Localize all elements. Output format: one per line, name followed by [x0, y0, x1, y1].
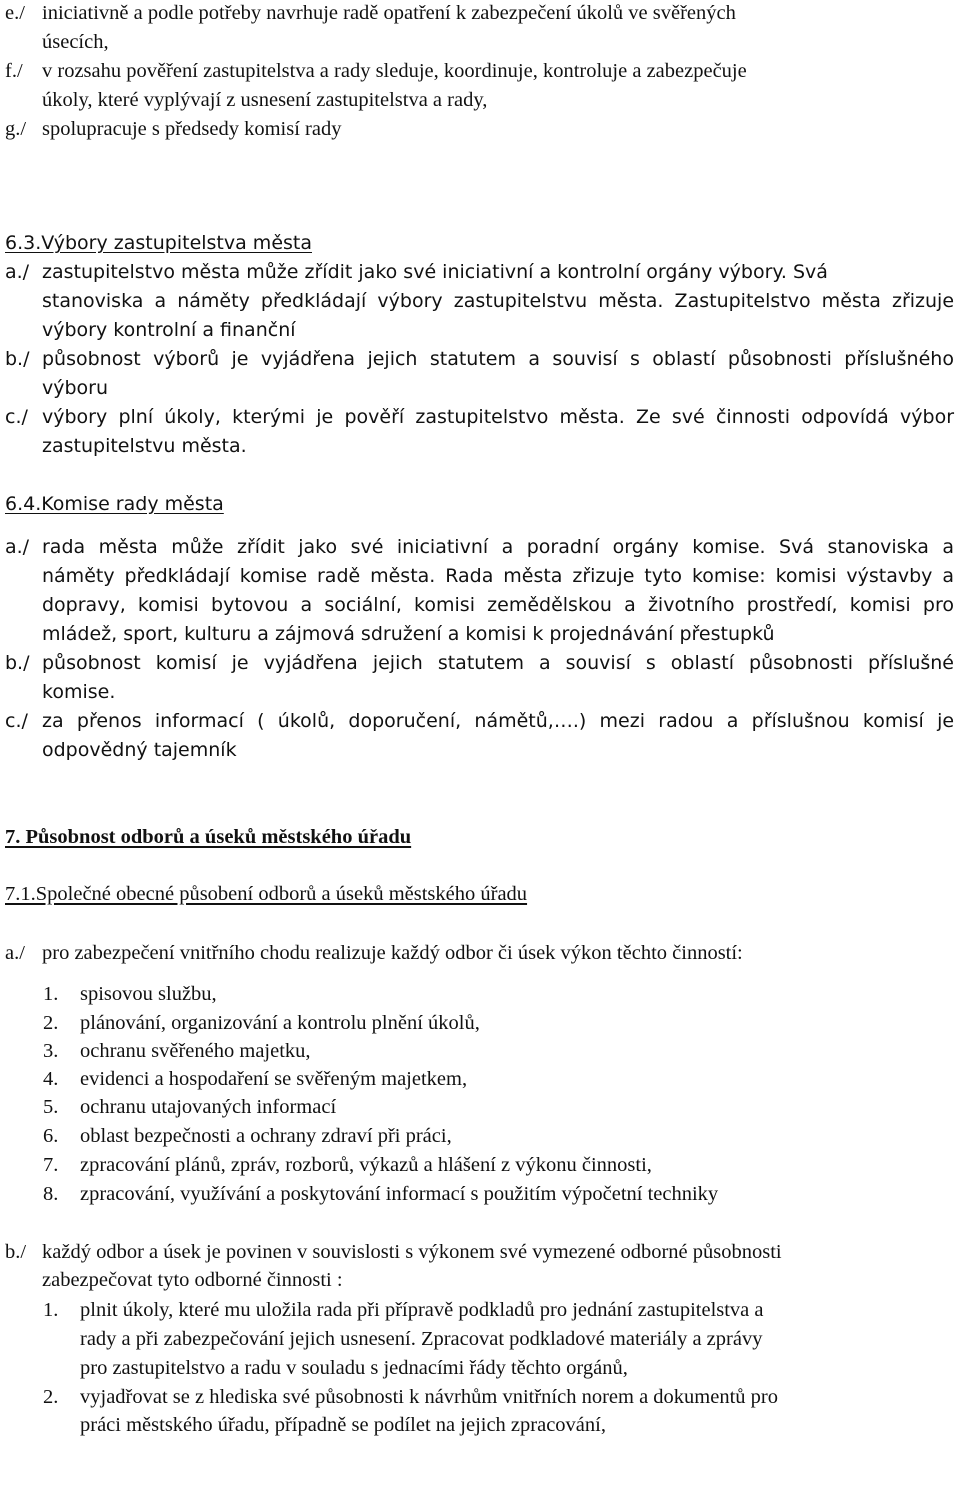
section-heading-7-1 — [0, 881, 528, 907]
item-text: evidenci a hospodaření se svěřeným majetkem, — [80, 1068, 468, 1090]
numbered-item — [0, 1123, 452, 1149]
item-text: stanoviska a náměty předkládají výbory zastupitelstvu města. Zastupitelstvo města zřizuje — [42, 290, 955, 312]
numbered-item-cont — [0, 1326, 763, 1352]
item-text: úsecích, — [42, 31, 109, 53]
list-item-6-3-c-cont — [0, 433, 247, 459]
item-text: zastupitelstvo města může zřídit jako své iniciativní a kontrolní orgány výbory. Svá — [42, 261, 828, 283]
item-text: rady a při zabezpečování jejich usnesení. Zpracovat podkladové materiály a zprávy — [80, 1328, 763, 1350]
list-item-g — [0, 116, 342, 142]
item-text: dopravy, komisi bytovou a sociální, komisi zemědělskou a životního prostředí, komisi pro — [42, 594, 954, 616]
item-text: zabezpečovat tyto odborné činnosti : — [42, 1269, 343, 1291]
item-label: c./ — [5, 710, 28, 732]
item-text: vyjadřovat se z hlediska své působnosti k návrhům vnitřních norem a dokumentů pro — [80, 1386, 779, 1408]
list-item-6-3-a-cont — [0, 288, 955, 314]
numbered-item — [0, 1384, 779, 1410]
numbered-item — [0, 1297, 764, 1323]
item-number: 5. — [43, 1096, 59, 1118]
item-number: 1. — [43, 1299, 59, 1321]
heading-text: 7.1.Společné obecné působení odborů a úseků městského úřadu — [5, 883, 528, 905]
item-text: komise. — [42, 681, 116, 703]
item-number: 2. — [43, 1012, 59, 1034]
list-item-6-4-c-cont — [0, 737, 237, 763]
list-item-6-4-c — [0, 708, 955, 734]
item-number: 1. — [43, 983, 59, 1005]
numbered-item — [0, 1152, 652, 1178]
item-text: ochranu utajovaných informací — [80, 1096, 337, 1118]
list-item-6-4-b — [0, 650, 954, 676]
item-text: iniciativně a podle potřeby navrhuje radě opatření k zabezpečení úkolů ve svěřených — [42, 2, 736, 24]
item-number: 3. — [43, 1040, 59, 1062]
item-text: plánování, organizování a kontrolu plnění úkolů, — [80, 1012, 480, 1034]
list-item-6-4-a-cont — [0, 592, 954, 618]
numbered-item — [0, 981, 217, 1007]
item-label: g./ — [5, 118, 27, 140]
item-text: každý odbor a úsek je povinen v souvislosti s výkonem své vymezené odborné působnosti — [42, 1241, 782, 1263]
item-text: odpovědný tajemník — [42, 739, 237, 761]
item-number: 8. — [43, 1183, 59, 1205]
item-number: 4. — [43, 1068, 59, 1090]
item-label: e./ — [5, 2, 25, 24]
item-text: za přenos informací ( úkolů, doporučení, námětů,….) mezi radou a příslušnou komisí je — [42, 710, 955, 732]
item-text: zpracování, využívání a poskytování informací s použitím výpočetní techniky — [80, 1183, 719, 1205]
list-item-f-cont — [0, 87, 488, 113]
list-item-6-3-a-cont — [0, 317, 296, 343]
item-text: spolupracuje s předsedy komisí rady — [42, 118, 342, 140]
numbered-item — [0, 1094, 337, 1120]
list-item-f — [0, 58, 747, 84]
item-text: pro zabezpečení vnitřního chodu realizuje každý odbor či úsek výkon těchto činností: — [42, 942, 743, 964]
list-item-e — [0, 0, 736, 26]
item-label: b./ — [5, 348, 30, 370]
list-item-6-3-a — [0, 259, 828, 285]
list-item-e-cont — [0, 29, 109, 55]
numbered-item-cont — [0, 1412, 606, 1438]
heading-text: 6.3.Výbory zastupitelstva města — [5, 232, 312, 254]
item-text: působnost komisí je vyjádřena jejich statutem a souvisí s oblastí působnosti příslušné — [42, 652, 954, 674]
numbered-item — [0, 1010, 480, 1036]
item-number: 6. — [43, 1125, 59, 1147]
list-item-6-3-b — [0, 346, 954, 372]
section-heading-6-4 — [0, 491, 224, 517]
section-heading-7 — [0, 824, 412, 850]
item-text: ochranu svěřeného majetku, — [80, 1040, 311, 1062]
list-item-6-4-a-cont — [0, 621, 775, 647]
item-text: plnit úkoly, které mu uložila rada při přípravě podkladů pro jednání zastupitelstva a — [80, 1299, 764, 1321]
numbered-item — [0, 1038, 311, 1064]
list-item-7-b-cont — [0, 1267, 343, 1293]
list-item-6-3-c — [0, 404, 955, 430]
numbered-item — [0, 1066, 468, 1092]
item-text: působnost výborů je vyjádřena jejich statutem a souvisí s oblastí působnosti příslušného — [42, 348, 954, 370]
item-text: pro zastupitelstvo a radu v souladu s jednacími řády těchto orgánů, — [80, 1357, 628, 1379]
item-label: b./ — [5, 1241, 27, 1263]
item-label: c./ — [5, 406, 28, 428]
item-text: výboru — [42, 377, 109, 399]
item-number: 7. — [43, 1154, 59, 1176]
item-number: 2. — [43, 1386, 59, 1408]
item-label: a./ — [5, 536, 30, 558]
list-item-7-a — [0, 940, 743, 966]
item-text: v rozsahu pověření zastupitelstva a rady sleduje, koordinuje, kontroluje a zabezpečuje — [42, 60, 747, 82]
item-label: b./ — [5, 652, 30, 674]
item-text: zpracování plánů, zpráv, rozborů, výkazů a hlášení z výkonu činnosti, — [80, 1154, 652, 1176]
numbered-item — [0, 1181, 719, 1207]
item-label: f./ — [5, 60, 23, 82]
item-text: zastupitelstvu města. — [42, 435, 247, 457]
list-item-6-3-b-cont — [0, 375, 109, 401]
list-item-7-b — [0, 1239, 782, 1265]
item-label: a./ — [5, 261, 30, 283]
item-text: výbory plní úkoly, kterými je pověří zastupitelstvo města. Ze své činnosti odpovídá výbor — [42, 406, 955, 428]
list-item-6-4-a — [0, 534, 954, 560]
item-label: a./ — [5, 942, 25, 964]
heading-text: 6.4.Komise rady města — [5, 493, 224, 515]
item-text: rada města může zřídit jako své iniciativní a poradní orgány komise. Svá stanoviska a — [42, 536, 954, 558]
numbered-item-cont — [0, 1355, 628, 1381]
item-text: mládež, sport, kulturu a zájmová sdružení a komisi k projednávání přestupků — [42, 623, 775, 645]
item-text: spisovou službu, — [80, 983, 217, 1005]
item-text: práci městského úřadu, případně se podílet na jejich zpracování, — [80, 1414, 606, 1436]
list-item-6-4-b-cont — [0, 679, 116, 705]
item-text: úkoly, které vyplývají z usnesení zastupitelstva a rady, — [42, 89, 488, 111]
item-text: oblast bezpečnosti a ochrany zdraví při práci, — [80, 1125, 452, 1147]
item-text: náměty předkládají komise radě města. Rada města zřizuje tyto komise: komisi výstavby a — [42, 565, 954, 587]
heading-text: 7. Působnost odborů a úseků městského úřadu — [5, 826, 412, 848]
list-item-6-4-a-cont — [0, 563, 954, 589]
item-text: výbory kontrolní a finanční — [42, 319, 296, 341]
section-heading-6-3 — [0, 230, 312, 256]
